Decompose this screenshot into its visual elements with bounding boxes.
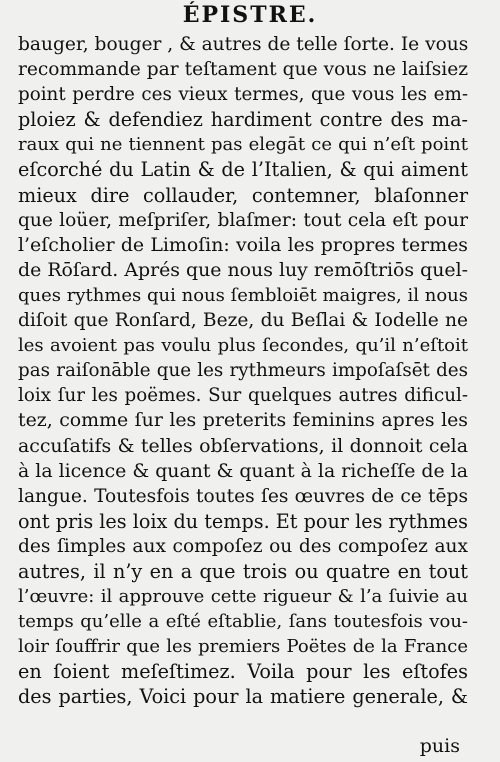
text-line: les avoient pas voulu plus ſecondes, qu’il n’eſtoit	[18, 335, 468, 357]
text-line: langue. Toutesfois toutes ſes œuvres de ce tēps	[18, 485, 468, 507]
text-line: mieux dire collauder, contemner, blaſonner	[18, 183, 468, 207]
text-line: raux qui ne tiennent pas elegāt ce qui n’eſt point	[18, 134, 468, 156]
text-line: l’eſcholier de Limoſin: voila les propres termes	[18, 233, 468, 256]
text-line: des parties, Voici pour la matiere generale, &	[18, 685, 468, 709]
text-line: autres, il n’y en a que trois ou quatre en tout	[18, 559, 468, 583]
text-line: temps qu’elle a eſté eſtablie, ſans toutesfois vou-	[18, 611, 468, 633]
text-line: que loüer, meſpriſer, blaſmer: tout cela eſt pour	[18, 209, 468, 231]
text-line: loix ſur les poëmes. Sur quelques autres dificul-	[18, 385, 468, 407]
text-line: pas raiſonāble que les rythmeurs impoſaſsēt des	[18, 360, 468, 382]
text-line: accuſatifs & telles obſervations, il donnoit cela	[18, 434, 468, 457]
text-line: ploiez & defendiez hardiment contre des ma-	[18, 108, 468, 132]
body-text	[18, 32, 468, 710]
text-line: loir ſouffrir que les premiers Poëtes de la France	[18, 636, 468, 658]
text-line: recommande par teſtament que vous ne laiſsiez	[18, 59, 468, 81]
text-line: de Rōſard. Aprés que nous luy remōſtriōs quel-	[18, 258, 468, 281]
catchword: puis	[419, 735, 460, 757]
text-line: diſoit que Ronſard, Beze, du Beſlai & Iodelle ne	[18, 310, 468, 332]
text-line: bauger, bouger , & autres de telle ſorte. Ie vous	[18, 34, 469, 55]
text-line: à la licence & quant & quant à la richeſſe de la	[18, 459, 468, 482]
text-line: l’œuvre: il approuve cette rigueur & l’a ſuivie au	[18, 586, 468, 608]
text-line: ques rythmes qui nous ſembloiēt maigres, il nous	[18, 284, 468, 306]
text-line: tez, comme ſur les preterits feminins apres les	[18, 409, 468, 432]
text-line: ont pris les loix du temps. Et pour les rythmes	[18, 509, 468, 533]
text-line: point perdre ces vieux termes, que vous les em-	[18, 84, 468, 106]
text-line: eſcorché du Latin & de l’Italien, & qui aiment	[18, 158, 468, 182]
running-head: ÉPISTRE.	[182, 2, 318, 28]
text-line: en ſoient meſeſtimez. Voila pour les eſtofes	[18, 660, 468, 684]
text-line: des ſimples aux compoſez ou des compoſez aux	[18, 535, 468, 557]
